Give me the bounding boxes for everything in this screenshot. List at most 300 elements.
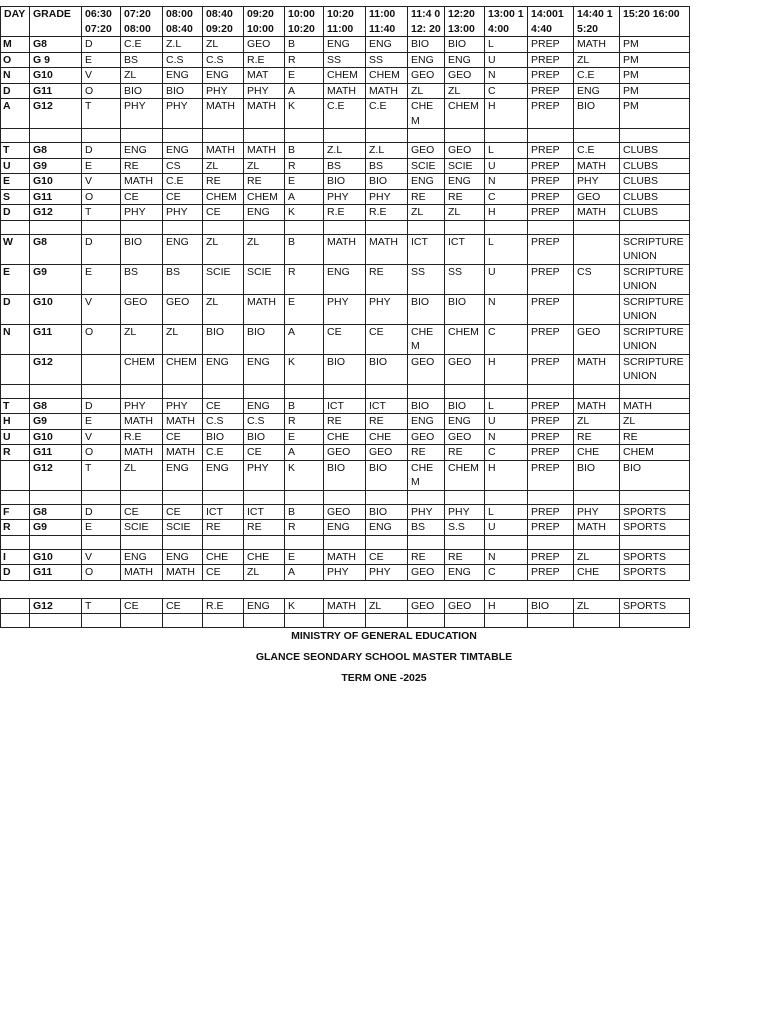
lesson-cell: MATH <box>244 294 285 324</box>
empty-cell <box>485 614 528 628</box>
lesson-cell: ZL <box>203 158 244 174</box>
lesson-cell: T <box>82 205 121 221</box>
empty-cell <box>408 220 445 234</box>
lesson-cell: C <box>485 324 528 354</box>
grade-cell: G8 <box>30 37 82 53</box>
lesson-cell: K <box>285 460 324 490</box>
lesson-cell: ENG <box>163 234 203 264</box>
empty-cell <box>121 384 163 398</box>
lesson-cell: PHY <box>163 205 203 221</box>
column-header: 11:4 012: 20 <box>408 7 445 37</box>
spacer-row <box>1 580 690 598</box>
lesson-cell: BS <box>324 158 366 174</box>
lesson-cell: CHEM <box>244 189 285 205</box>
lesson-cell: D <box>82 37 121 53</box>
empty-cell <box>1 490 30 504</box>
lesson-cell: ENG <box>163 549 203 565</box>
lesson-cell: CHE <box>203 549 244 565</box>
lesson-cell: PHY <box>121 99 163 129</box>
day-letter-cell: U <box>1 429 30 445</box>
empty-cell <box>485 129 528 143</box>
lesson-cell: GEO <box>324 445 366 461</box>
lesson-cell: GEO <box>408 143 445 159</box>
lesson-cell: CHE <box>244 549 285 565</box>
lesson-cell: RE <box>445 549 485 565</box>
day-letter-cell: R <box>1 520 30 536</box>
lesson-cell: GEO <box>445 68 485 84</box>
lesson-cell: BIO <box>163 83 203 99</box>
lesson-cell: PREP <box>528 37 574 53</box>
lesson-cell: A <box>285 565 324 581</box>
lesson-cell: MATH <box>574 205 620 221</box>
lesson-cell: D <box>82 398 121 414</box>
lesson-cell: C.E <box>203 445 244 461</box>
empty-cell <box>163 220 203 234</box>
empty-cell <box>30 220 82 234</box>
lesson-cell: PHY <box>163 398 203 414</box>
empty-cell <box>82 384 121 398</box>
timetable-row <box>1 565 690 581</box>
empty-cell <box>445 580 485 598</box>
lesson-cell: R <box>285 52 324 68</box>
lesson-cell: ZL <box>620 414 690 430</box>
blank-row <box>1 535 690 549</box>
lesson-cell: C.E <box>324 99 366 129</box>
lesson-cell: PHY <box>408 504 445 520</box>
lesson-cell: ENG <box>408 414 445 430</box>
lesson-cell: L <box>485 143 528 159</box>
grade-cell: G 9 <box>30 52 82 68</box>
empty-cell <box>528 535 574 549</box>
lesson-cell: BIO <box>445 294 485 324</box>
empty-cell <box>244 535 285 549</box>
lesson-cell: L <box>485 234 528 264</box>
lesson-cell: PHY <box>574 504 620 520</box>
lesson-cell: MATH <box>163 565 203 581</box>
timetable-row <box>1 445 690 461</box>
lesson-cell: N <box>485 429 528 445</box>
lesson-cell: E <box>285 174 324 190</box>
timetable-row <box>1 549 690 565</box>
lesson-cell: PREP <box>528 398 574 414</box>
lesson-cell: E <box>285 68 324 84</box>
lesson-cell: MATH <box>574 37 620 53</box>
lesson-cell: GEO <box>445 429 485 445</box>
lesson-cell: CLUBS <box>620 205 690 221</box>
lesson-cell: ICT <box>366 398 408 414</box>
lesson-cell: BIO <box>528 598 574 614</box>
grade-cell: G8 <box>30 143 82 159</box>
grade-cell: G10 <box>30 549 82 565</box>
empty-cell <box>366 384 408 398</box>
lesson-cell: U <box>485 414 528 430</box>
lesson-cell: U <box>485 158 528 174</box>
timetable-row <box>1 234 690 264</box>
lesson-cell: PREP <box>528 52 574 68</box>
lesson-cell: BIO <box>244 324 285 354</box>
timetable-row <box>1 460 690 490</box>
lesson-cell: E <box>285 429 324 445</box>
empty-cell <box>121 535 163 549</box>
lesson-cell: BIO <box>366 460 408 490</box>
lesson-cell: BIO <box>324 174 366 190</box>
grade-cell: G11 <box>30 445 82 461</box>
lesson-cell: CE <box>203 398 244 414</box>
empty-cell <box>620 220 690 234</box>
empty-cell <box>574 614 620 628</box>
column-header: 07:20 08:00 <box>121 7 163 37</box>
lesson-cell: ZL <box>121 324 163 354</box>
empty-cell <box>30 535 82 549</box>
lesson-cell: R.E <box>203 598 244 614</box>
day-letter-cell: T <box>1 398 30 414</box>
lesson-cell: PHY <box>324 189 366 205</box>
lesson-cell: V <box>82 549 121 565</box>
lesson-cell: ZL <box>574 598 620 614</box>
lesson-cell: CE <box>163 429 203 445</box>
lesson-cell: RE <box>244 174 285 190</box>
day-letter-cell: D <box>1 205 30 221</box>
day-letter-cell: U <box>1 158 30 174</box>
blank-row <box>1 220 690 234</box>
lesson-cell: MATH <box>324 549 366 565</box>
lesson-cell: RE <box>203 520 244 536</box>
lesson-cell: E <box>82 158 121 174</box>
lesson-cell: O <box>82 445 121 461</box>
empty-cell <box>620 580 690 598</box>
lesson-cell: PREP <box>528 565 574 581</box>
lesson-cell: C.E <box>366 99 408 129</box>
empty-cell <box>121 580 163 598</box>
lesson-cell: R.E <box>121 429 163 445</box>
lesson-cell: ZL <box>121 460 163 490</box>
lesson-cell: C.S <box>203 52 244 68</box>
lesson-cell: SPORTS <box>620 504 690 520</box>
day-letter-cell: H <box>1 414 30 430</box>
lesson-cell: BIO <box>324 354 366 384</box>
lesson-cell: CHE <box>324 429 366 445</box>
lesson-cell: PREP <box>528 174 574 190</box>
timetable-row <box>1 52 690 68</box>
lesson-cell: ICT <box>445 234 485 264</box>
lesson-cell: B <box>285 234 324 264</box>
day-letter-cell: D <box>1 565 30 581</box>
lesson-cell: MATH <box>574 520 620 536</box>
column-header: 10:00 10:20 <box>285 7 324 37</box>
grade-cell: G10 <box>30 174 82 190</box>
column-header: 08:40 09:20 <box>203 7 244 37</box>
blank-row <box>1 384 690 398</box>
lesson-cell: PHY <box>366 189 408 205</box>
day-letter-cell: O <box>1 52 30 68</box>
lesson-cell: GEO <box>324 504 366 520</box>
lesson-cell: BIO <box>445 37 485 53</box>
lesson-cell: RE <box>574 429 620 445</box>
lesson-cell: PHY <box>366 565 408 581</box>
lesson-cell: MATH <box>366 234 408 264</box>
lesson-cell: GEO <box>244 37 285 53</box>
lesson-cell: MATH <box>121 445 163 461</box>
lesson-cell: T <box>82 460 121 490</box>
empty-cell <box>324 129 366 143</box>
lesson-cell: RE <box>203 174 244 190</box>
lesson-cell: H <box>485 99 528 129</box>
lesson-cell: D <box>82 143 121 159</box>
lesson-cell: BIO <box>366 354 408 384</box>
lesson-cell: H <box>485 598 528 614</box>
lesson-cell: ZL <box>121 68 163 84</box>
lesson-cell: ENG <box>366 37 408 53</box>
timetable-row <box>1 174 690 190</box>
lesson-cell: BIO <box>445 398 485 414</box>
lesson-cell: MATH <box>324 598 366 614</box>
lesson-cell: MATH <box>620 398 690 414</box>
empty-cell <box>1 220 30 234</box>
empty-cell <box>1 580 30 598</box>
column-header: 15:20 16:00 <box>620 7 690 37</box>
empty-cell <box>574 580 620 598</box>
lesson-cell: CE <box>163 189 203 205</box>
lesson-cell: K <box>285 205 324 221</box>
timetable-row <box>1 324 690 354</box>
lesson-cell: BIO <box>408 294 445 324</box>
grade-cell: G12 <box>30 205 82 221</box>
lesson-cell: BIO <box>121 83 163 99</box>
lesson-cell: MATH <box>574 354 620 384</box>
lesson-cell: H <box>485 354 528 384</box>
lesson-cell: ZL <box>366 598 408 614</box>
lesson-cell: T <box>82 99 121 129</box>
lesson-cell: SCIE <box>408 158 445 174</box>
lesson-cell: PM <box>620 83 690 99</box>
grade-cell: G10 <box>30 294 82 324</box>
lesson-cell: L <box>485 504 528 520</box>
lesson-cell: PM <box>620 68 690 84</box>
empty-cell <box>620 129 690 143</box>
lesson-cell: PHY <box>121 205 163 221</box>
lesson-cell: BIO <box>408 37 445 53</box>
lesson-cell: ZL <box>203 37 244 53</box>
timetable-row <box>1 520 690 536</box>
grade-cell: G11 <box>30 189 82 205</box>
lesson-cell: CHE M <box>408 99 445 129</box>
empty-cell <box>121 490 163 504</box>
lesson-cell: CE <box>244 445 285 461</box>
grade-cell: G11 <box>30 565 82 581</box>
lesson-cell: N <box>485 294 528 324</box>
day-letter-cell: T <box>1 143 30 159</box>
empty-cell <box>203 384 244 398</box>
header-row <box>1 7 690 37</box>
empty-cell <box>82 535 121 549</box>
lesson-cell: ZL <box>445 205 485 221</box>
lesson-cell: MATH <box>244 99 285 129</box>
empty-cell <box>82 490 121 504</box>
lesson-cell: U <box>485 264 528 294</box>
empty-cell <box>324 535 366 549</box>
grade-cell: G12 <box>30 99 82 129</box>
empty-cell <box>30 490 82 504</box>
lesson-cell: BIO <box>324 460 366 490</box>
empty-cell <box>620 614 690 628</box>
lesson-cell: CHEM <box>324 68 366 84</box>
timetable-sheet <box>0 6 690 628</box>
lesson-cell: ENG <box>244 598 285 614</box>
lesson-cell: ZL <box>244 158 285 174</box>
day-letter-cell: D <box>1 83 30 99</box>
lesson-cell: SCRIPTURE UNION <box>620 294 690 324</box>
empty-cell <box>408 580 445 598</box>
lesson-cell: ENG <box>324 520 366 536</box>
lesson-cell: B <box>285 504 324 520</box>
empty-cell <box>163 129 203 143</box>
lesson-cell: GEO <box>408 598 445 614</box>
lesson-cell: ZL <box>408 205 445 221</box>
lesson-cell: ICT <box>408 234 445 264</box>
lesson-cell: GEO <box>408 354 445 384</box>
lesson-cell: ZL <box>244 234 285 264</box>
empty-cell <box>366 129 408 143</box>
lesson-cell: RE <box>366 414 408 430</box>
lesson-cell: ENG <box>163 460 203 490</box>
grade-cell: G8 <box>30 398 82 414</box>
lesson-cell: PREP <box>528 354 574 384</box>
empty-cell <box>285 220 324 234</box>
ministry-title: MINISTRY OF GENERAL EDUCATION <box>291 630 477 642</box>
lesson-cell: U <box>485 520 528 536</box>
lesson-cell: CHE M <box>408 324 445 354</box>
empty-cell <box>485 220 528 234</box>
lesson-cell: SCIE <box>203 264 244 294</box>
lesson-cell: ZL <box>574 414 620 430</box>
lesson-cell: ZL <box>244 565 285 581</box>
empty-cell <box>408 384 445 398</box>
lesson-cell: PREP <box>528 504 574 520</box>
lesson-cell: C.S <box>203 414 244 430</box>
lesson-cell: CE <box>121 598 163 614</box>
column-header: GRADE <box>30 7 82 37</box>
empty-cell <box>445 220 485 234</box>
lesson-cell: CHE <box>366 429 408 445</box>
lesson-cell: SPORTS <box>620 520 690 536</box>
lesson-cell: MATH <box>244 143 285 159</box>
lesson-cell <box>82 354 121 384</box>
empty-cell <box>366 490 408 504</box>
lesson-cell: CS <box>574 264 620 294</box>
timetable-row <box>1 598 690 614</box>
lesson-cell: C.S <box>244 414 285 430</box>
lesson-cell: S.S <box>445 520 485 536</box>
empty-cell <box>324 490 366 504</box>
lesson-cell: CE <box>163 504 203 520</box>
lesson-cell: N <box>485 174 528 190</box>
empty-cell <box>244 129 285 143</box>
footer-block <box>0 630 768 684</box>
day-letter-cell: M <box>1 37 30 53</box>
lesson-cell: CLUBS <box>620 189 690 205</box>
day-letter-cell: S <box>1 189 30 205</box>
lesson-cell: PREP <box>528 205 574 221</box>
lesson-cell: PHY <box>203 83 244 99</box>
lesson-cell: RE <box>408 549 445 565</box>
empty-cell <box>408 490 445 504</box>
day-letter-cell: F <box>1 504 30 520</box>
lesson-cell: PHY <box>163 99 203 129</box>
empty-cell <box>285 614 324 628</box>
lesson-cell: RE <box>366 264 408 294</box>
lesson-cell: BIO <box>121 234 163 264</box>
column-header: 08:00 08:40 <box>163 7 203 37</box>
lesson-cell: PHY <box>324 565 366 581</box>
timetable-row <box>1 68 690 84</box>
empty-cell <box>163 384 203 398</box>
lesson-cell: PREP <box>528 294 574 324</box>
lesson-cell: E <box>82 520 121 536</box>
lesson-cell: BIO <box>574 460 620 490</box>
lesson-cell: R <box>285 158 324 174</box>
lesson-cell <box>574 294 620 324</box>
empty-cell <box>82 129 121 143</box>
empty-cell <box>366 535 408 549</box>
lesson-cell: CHEM <box>620 445 690 461</box>
lesson-cell: C.E <box>163 174 203 190</box>
lesson-cell: MATH <box>203 99 244 129</box>
lesson-cell: MATH <box>574 398 620 414</box>
lesson-cell: RE <box>445 445 485 461</box>
lesson-cell: ZL <box>574 52 620 68</box>
lesson-cell: CE <box>366 324 408 354</box>
empty-cell <box>203 535 244 549</box>
lesson-cell: GEO <box>445 143 485 159</box>
lesson-cell: ICT <box>244 504 285 520</box>
lesson-cell: O <box>82 324 121 354</box>
lesson-cell: MATH <box>324 83 366 99</box>
empty-cell <box>285 129 324 143</box>
empty-cell <box>366 220 408 234</box>
lesson-cell: CE <box>203 565 244 581</box>
school-timetable-title: GLANCE SEONDARY SCHOOL MASTER TIMTABLE <box>255 651 513 663</box>
timetable-row <box>1 158 690 174</box>
lesson-cell: SCRIPTURE UNION <box>620 324 690 354</box>
day-letter-cell: E <box>1 174 30 190</box>
lesson-cell: MATH <box>203 143 244 159</box>
lesson-cell: CS <box>163 158 203 174</box>
timetable-row <box>1 294 690 324</box>
empty-cell <box>244 220 285 234</box>
empty-cell <box>163 580 203 598</box>
day-letter-cell: R <box>1 445 30 461</box>
lesson-cell: PREP <box>528 549 574 565</box>
lesson-cell: BIO <box>244 429 285 445</box>
empty-cell <box>445 384 485 398</box>
lesson-cell: RE <box>620 429 690 445</box>
lesson-cell: Z.L <box>366 143 408 159</box>
empty-cell <box>445 614 485 628</box>
timetable-row <box>1 189 690 205</box>
column-header: 13:00 14:00 <box>485 7 528 37</box>
lesson-cell: ENG <box>366 520 408 536</box>
lesson-cell: PREP <box>528 264 574 294</box>
empty-cell <box>244 614 285 628</box>
lesson-cell: BIO <box>408 398 445 414</box>
lesson-cell: ENG <box>203 354 244 384</box>
grade-cell: G11 <box>30 324 82 354</box>
timetable-row <box>1 504 690 520</box>
empty-cell <box>30 384 82 398</box>
lesson-cell: ENG <box>408 52 445 68</box>
lesson-cell: A <box>285 324 324 354</box>
term-title: TERM ONE -2025 <box>341 672 427 684</box>
